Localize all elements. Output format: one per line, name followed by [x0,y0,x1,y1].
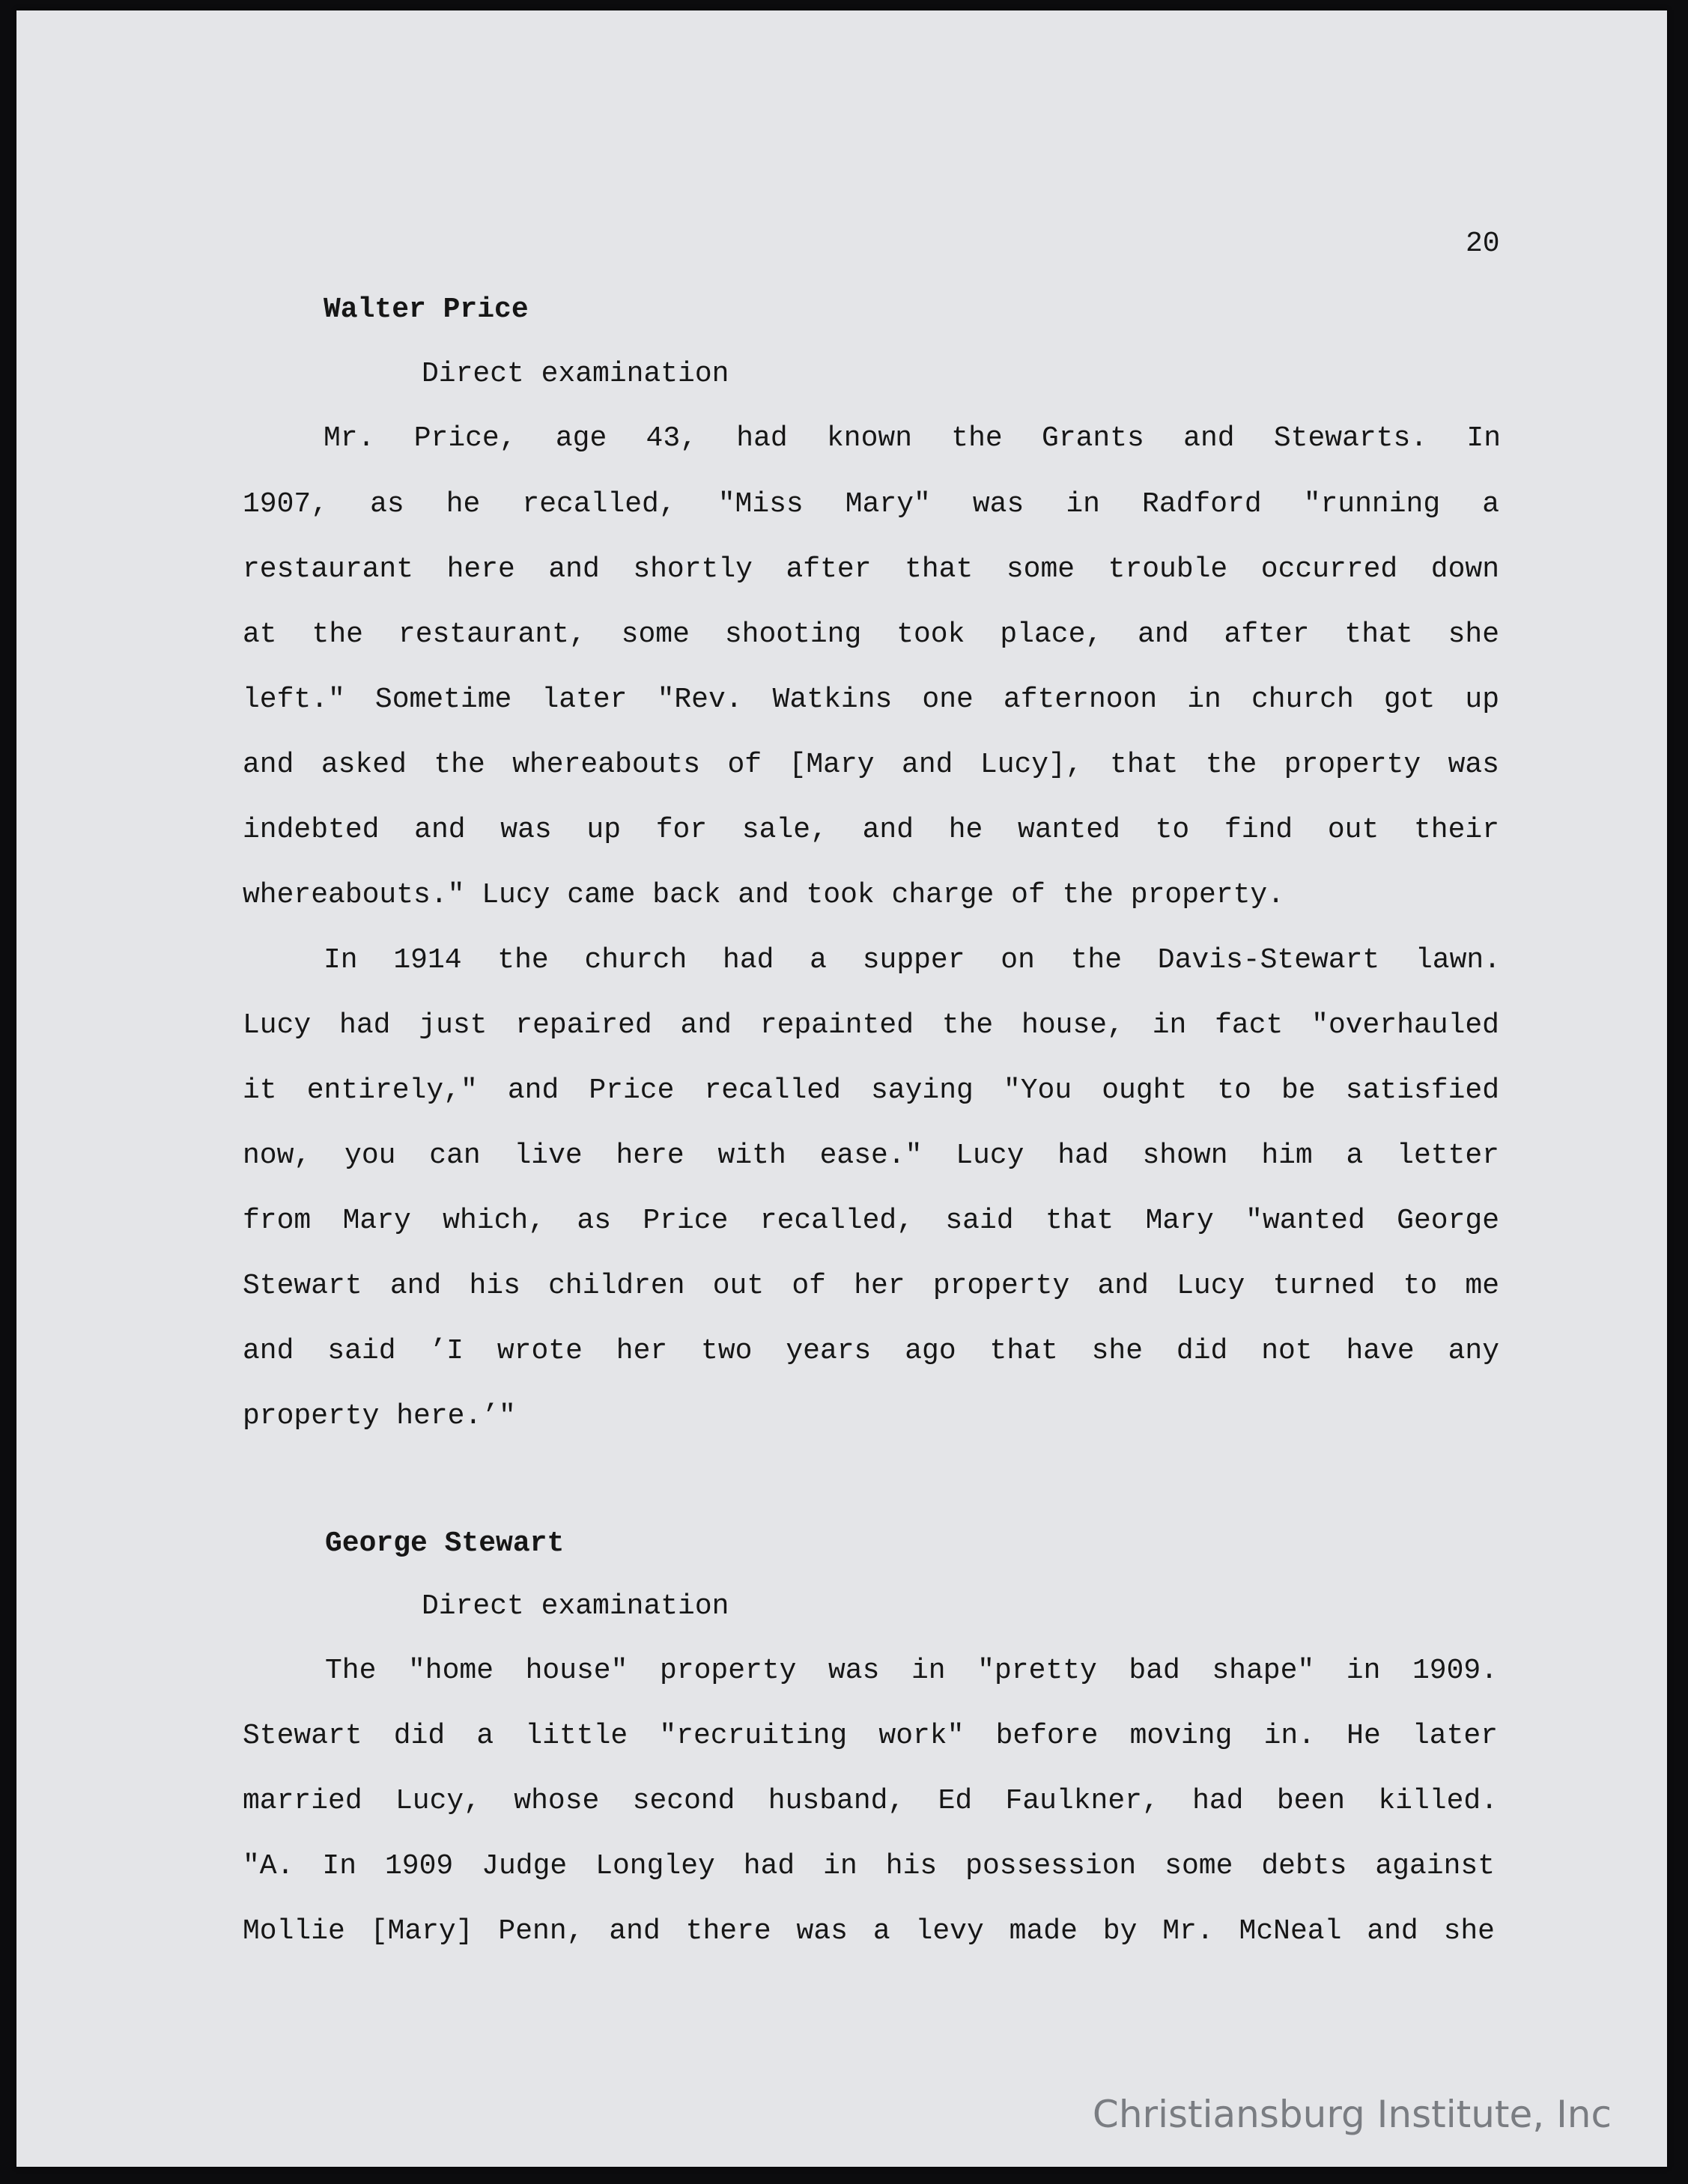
paragraph-line: indebted and was up for sale, and he wanted to find out their [243,814,1499,846]
page-number: 20 [1466,228,1500,260]
paragraph-line: The "home house" property was in "pretty bad shape" in 1909. [325,1655,1498,1687]
section-subtitle: Direct examination [422,1590,729,1622]
paragraph-line: property here.’" [243,1400,516,1432]
paragraph-line: Stewart did a little "recruiting work" before moving in. He later [243,1720,1498,1752]
document-page [16,10,1667,2167]
paragraph-line: 1907, as he recalled, "Miss Mary" was in Radford "running a [243,488,1499,520]
paragraph-line: whereabouts." Lucy came back and took charge of the property. [243,879,1285,911]
paragraph-line: from Mary which, as Price recalled, said that Mary "wanted George [243,1205,1499,1237]
section-subtitle: Direct examination [422,358,729,390]
watermark: Christiansburg Institute, Inc [1092,2093,1612,2136]
paragraph-line: Mollie [Mary] Penn, and there was a levy made by Mr. McNeal and she [243,1915,1495,1947]
paragraph-line: restaurant here and shortly after that some trouble occurred down [243,553,1499,585]
paragraph-line: Stewart and his children out of her property and Lucy turned to me [243,1270,1499,1302]
section-title-george-stewart: George Stewart [325,1527,565,1560]
paragraph-line: and asked the whereabouts of [Mary and Lucy], that the property was [243,749,1499,781]
paragraph-line: left." Sometime later "Rev. Watkins one afternoon in church got up [243,684,1499,716]
paragraph-line: and said ’I wrote her two years ago that she did not have any [243,1335,1499,1367]
paragraph-line: married Lucy, whose second husband, Ed Faulkner, had been killed. [243,1785,1498,1817]
paragraph-line: Mr. Price, age 43, had known the Grants and Stewarts. In [324,422,1501,454]
paragraph-line: it entirely," and Price recalled saying "You ought to be satisfied [243,1074,1499,1107]
paragraph-line: now, you can live here with ease." Lucy had shown him a letter [243,1140,1499,1172]
paragraph-line: In 1914 the church had a supper on the Davis-Stewart lawn. [324,944,1501,976]
paragraph-line: "A. In 1909 Judge Longley had in his possession some debts against [243,1850,1495,1882]
section-title-walter-price: Walter Price [324,293,529,326]
paragraph-line: Lucy had just repaired and repainted the house, in fact "overhauled [243,1009,1499,1041]
paragraph-line: at the restaurant, some shooting took place, and after that she [243,618,1499,651]
